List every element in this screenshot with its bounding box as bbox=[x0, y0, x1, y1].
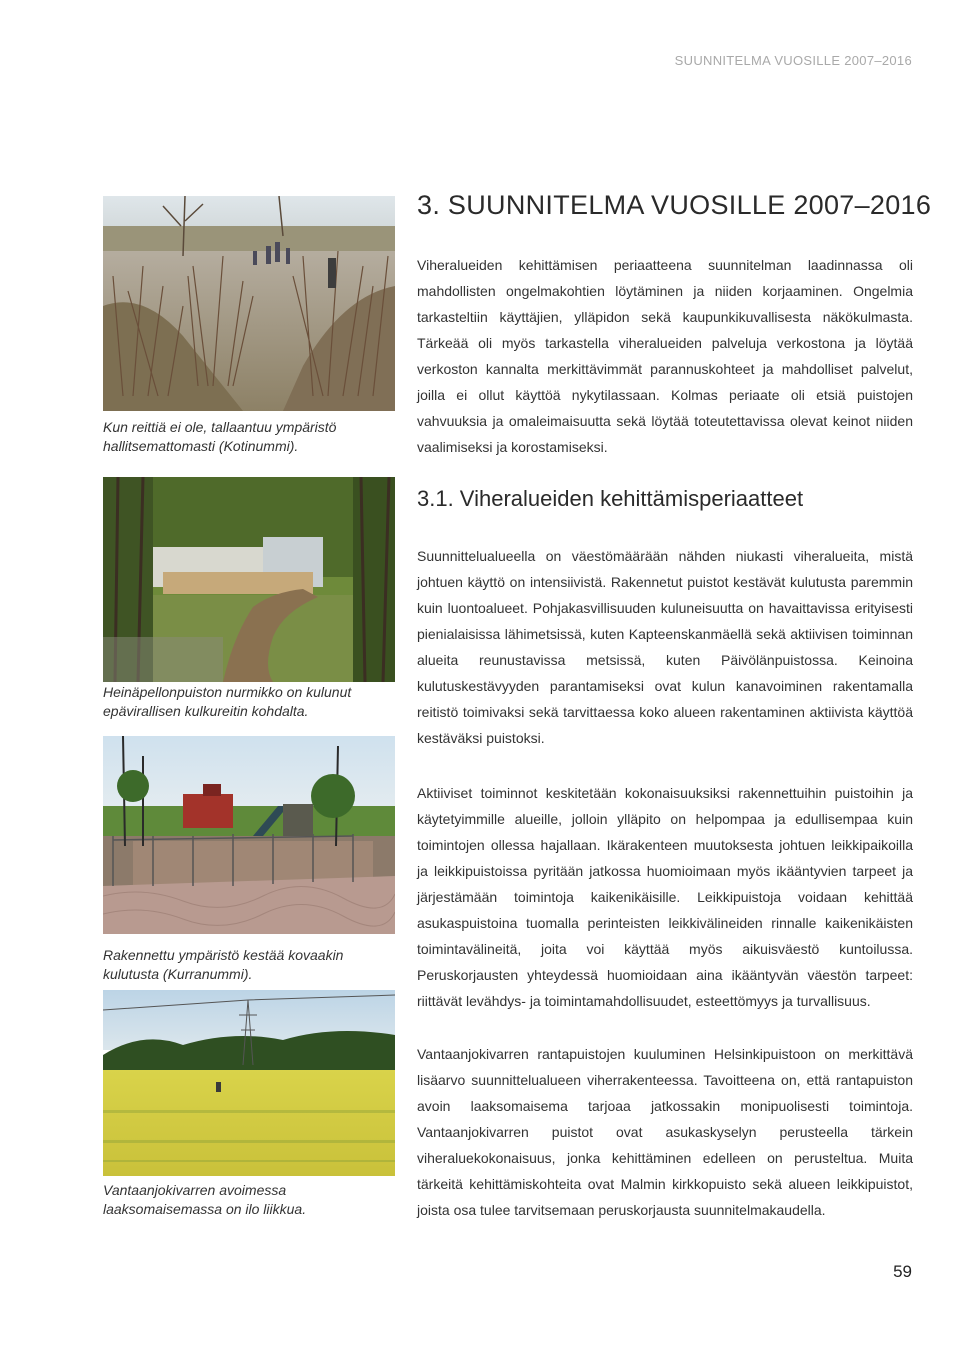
paragraph-3: Aktiiviset toiminnot keskitetään kokonaisuuksiksi rakennettuihin puistoihin ja käytetyimmille alueille, jolloin ylläpito on helpompaa ja edullisempaa kuin toimintojen ollessa hajallaan. Ikärakenteen muutoksesta johtuen leikkipaikoilla ja leikkipuistoissa pyritään jatkossa huomioimaan myös ikääntyvien tarpeet ja järjestämään toimintoja kaikenikäisille. Leikkipuistoja voidaan kehittää asukaspuistoina tuomalla perinteisten leikkivälineiden rinnalle kaikenikäisten toimintavälineitä, joita voi käyttää myös aikuisväestö kuntoilussa. Peruskorjausten yhteydessä huomioidaan aina ikääntyvän väestön tarpeet: riittävät levähdys- ja toimintamahdollisuudet, esteettömyys ja turvallisuus. bbox=[417, 785, 913, 1009]
paragraph-1: Viheralueiden kehittämisen periaatteena suunnitelman laadinnassa oli mahdollisten ongelmakohtien löytäminen ja niiden korjaaminen. Ongelmia tarkasteltiin käyttäjien, ylläpidon sekä kaupunkikuvallisesta näkökulmasta. Tärkeää oli myös tarkastella viheralueiden palveluja verkostona ja löytää verkoston kannalta merkittävimmät parannuskohteet ja mahdolliset palvelut, joilla ei ollut käyttöä nykytilassaan. Kolmas periaate oli etsiä puistojen vahvuuksia ja omaleimaisuutta sekä löytää toteutettavissa olevat keinot niiden vaalimiseksi ja korostamiseksi. bbox=[417, 257, 913, 455]
paragraph-3-block bbox=[417, 780, 913, 1014]
photo-yellow-meadow bbox=[103, 990, 395, 1176]
paragraph-2: Suunnittelualueella on väestömäärään nähden niukasti viheralueita, mistä johtuen käyttö on intensiivistä. Rakennetut puistot kestävät kulutusta paremmin kuin luontoalueet. Pohjakasvillisuuden kuluneisuutta on havaittavissa erityisesti pienialaisissa lähimetsissä, kuten Kapteenskanmäellä sekä aktiivisen toiminnan alueita reunustavissa metsissä, kuten Päivölänpuistossa. Keinoina kulutuskestävyyden parantamiseksi ovat kulun kanavoiminen rakentamalla reitistö toimivaksi sekä tarvittaessa koko alueen rakentaminen aktiivista käyttöä kestäväksi puistoksi. bbox=[417, 548, 913, 746]
paragraph-4: Vantaanjokivarren rantapuistojen kuuluminen Helsinkipuistoon on merkittävä lisäarvo suunnittelualueen viherrakenteessa. Tavoitteena on, että rantapuiston avoin laaksomaisema tarjoaa jatkossakin monipuolisesti toimintoja. Vantaanjokivarren puistot ovat asukaskyselyn perusteella tärkein viheraluekokonaisuus, jonka kehittäminen edelleen on perusteltua. Muita tärkeitä kehittämiskohteita ovat Malmin kirkkopuisto sekä alueen leikkipuistot, joista osa tulee tarvitsemaan peruskorjausta suunnitelmakaudella. bbox=[417, 1046, 913, 1218]
chapter-title: 3. SUUNNITELMA VUOSILLE 2007–2016 bbox=[417, 190, 932, 220]
paragraph-1-block bbox=[417, 252, 913, 460]
photo-worn-lawn bbox=[103, 477, 395, 682]
caption-2: Heinäpellonpuiston nurmikko on kulunut epävirallisen kulkureitin kohdalta. bbox=[103, 684, 352, 719]
photo-trampled-ground bbox=[103, 196, 395, 411]
caption-3: Rakennettu ympäristö kestää kovaakin kulutusta (Kurranummi). bbox=[103, 947, 344, 982]
paragraph-4-block bbox=[417, 1041, 913, 1223]
running-header: SUUNNITELMA VUOSILLE 2007–2016 bbox=[674, 53, 912, 68]
caption-1: Kun reittiä ei ole, tallaantuu ympäristö hallitsemattomasti (Kotinummi). bbox=[103, 419, 337, 454]
paragraph-2-block bbox=[417, 543, 913, 751]
page-number: 59 bbox=[893, 1262, 912, 1281]
section-title: 3.1. Viheralueiden kehittämisperiaatteet bbox=[417, 486, 804, 511]
photo-playground bbox=[103, 736, 395, 934]
caption-4: Vantaanjokivarren avoimessa laaksomaisemassa on ilo liikkua. bbox=[103, 1182, 307, 1217]
